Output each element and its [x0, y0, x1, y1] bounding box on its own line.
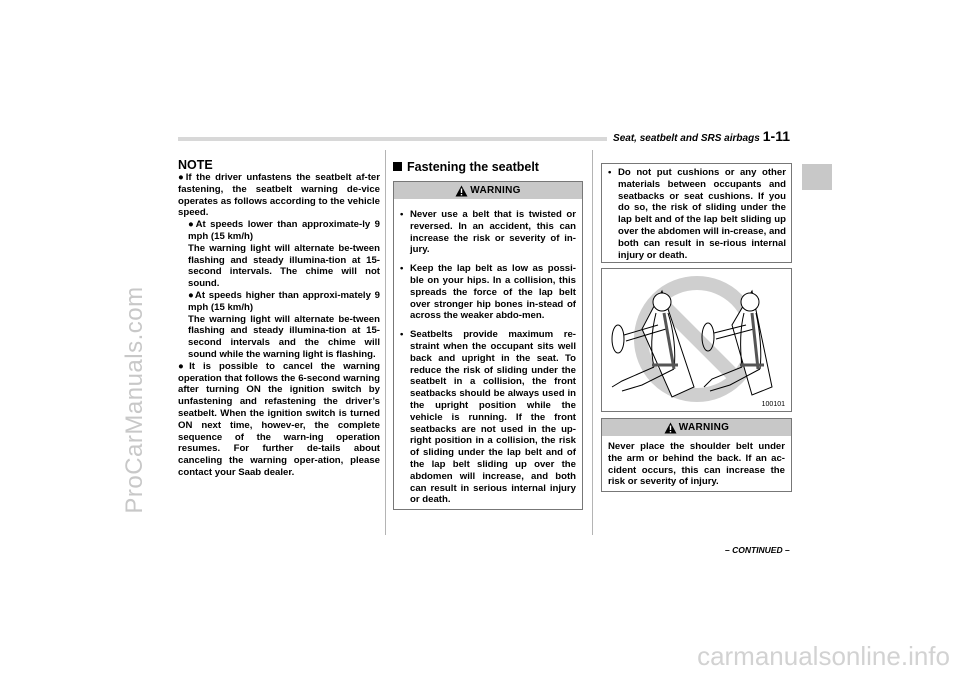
- note-item: ●At speeds lower than approximate-ly 9 mph (15 km/h): [188, 219, 380, 242]
- note-column: [178, 158, 380, 479]
- chapter-tab: [802, 164, 832, 190]
- warning-box-1: [393, 181, 583, 510]
- seatbelt-figure: [601, 268, 792, 412]
- header-section-title: Seat, seatbelt and SRS airbags: [613, 133, 760, 144]
- note-item: ●At speeds higher than approxi-mately 9 mph (15 km/h): [188, 289, 380, 313]
- column-divider-2: [592, 150, 593, 535]
- warning-item: • Seatbelts provide maximum re-straint when the occupant sits well back and upright in the seat. To reduce the risk of sliding under the seatbelt in a collision, the front seatbacks should be always used in the upright position while the vehicle is running. If the front seatbacks are not used in the up-right position in a collision, the risk of sliding under the lap belt and of the lap belt sliding up over the abdomen will increase, and both can result in serious internal injury or death.: [398, 329, 576, 506]
- warning-item: • Never use a belt that is twisted or reversed. In an accident, this can increase the risk or severity of in-jury.: [398, 209, 576, 256]
- note-item: The warning light will alternate be-tween flashing and steady illumina-tion at 15-second intervals and the chime will sound while the warning light is flashing.: [188, 313, 380, 360]
- page-number: 1-11: [762, 128, 790, 144]
- figure-code: 100101: [761, 401, 785, 408]
- caution-item: • Do not put cushions or any other materials between occupants and seatbacks or seat cushions. If you do so, the risk of sliding under the lap belt and of the lap belt sliding up over the abdomen will in-crease, and both can result in se-rious internal injury or death.: [606, 167, 786, 261]
- warning-bar: [602, 419, 791, 436]
- column-divider-1: [385, 150, 386, 535]
- note-item: ●It is possible to cancel the warning operation that follows the 6-second warning after turning ON the ignition switch by unfastening and refastening the driver’s seatbelt. When the ignition switch is turned ON next time, howev-er, the complete sequence of the warn-ing operation resumes. For further de-tails about canceling the warning oper-ation, please contact your Saab dealer.: [178, 360, 380, 478]
- seatbelt-illustration: [602, 269, 791, 411]
- note-item: ●If the driver unfastens the seatbelt af-ter fastening, the seatbelt warning de-vice operates as follows according to the vehicle speed.: [178, 172, 380, 219]
- warning-label: WARNING: [470, 184, 521, 196]
- note-title: NOTE: [178, 158, 213, 172]
- caution-box: [601, 163, 792, 263]
- note-item: The warning light will alternate be-tween flashing and steady illumina-tion at 15-second intervals. The chime will not sound.: [188, 242, 380, 290]
- warning-item: • Keep the lap belt as low as possi-ble on your hips. In a collision, this spreads the force of the lap belt over stronger hip bones in-stead of across the weaker abdo-men.: [398, 263, 576, 322]
- square-bullet-icon: [393, 162, 402, 171]
- warning-triangle-icon: [664, 422, 677, 434]
- warning-text: Never place the shoulder belt under the arm or behind the back. If an ac-cident occurs, this can increase the risk or severity of injury.: [608, 441, 785, 488]
- watermark-carmanualsonline: carmanualsonline.info: [697, 641, 950, 671]
- warning-box-2: [601, 418, 792, 492]
- continued-marker: – CONTINUED –: [725, 545, 790, 555]
- section-heading: [393, 160, 539, 174]
- warning-label: WARNING: [678, 421, 730, 433]
- warning-bar: [394, 182, 582, 199]
- page-header: [607, 128, 790, 144]
- watermark-procarmanuals: ProCarManuals.com: [121, 286, 148, 514]
- section-heading-text: Fastening the seatbelt: [407, 160, 539, 174]
- warning-triangle-icon: [455, 185, 468, 197]
